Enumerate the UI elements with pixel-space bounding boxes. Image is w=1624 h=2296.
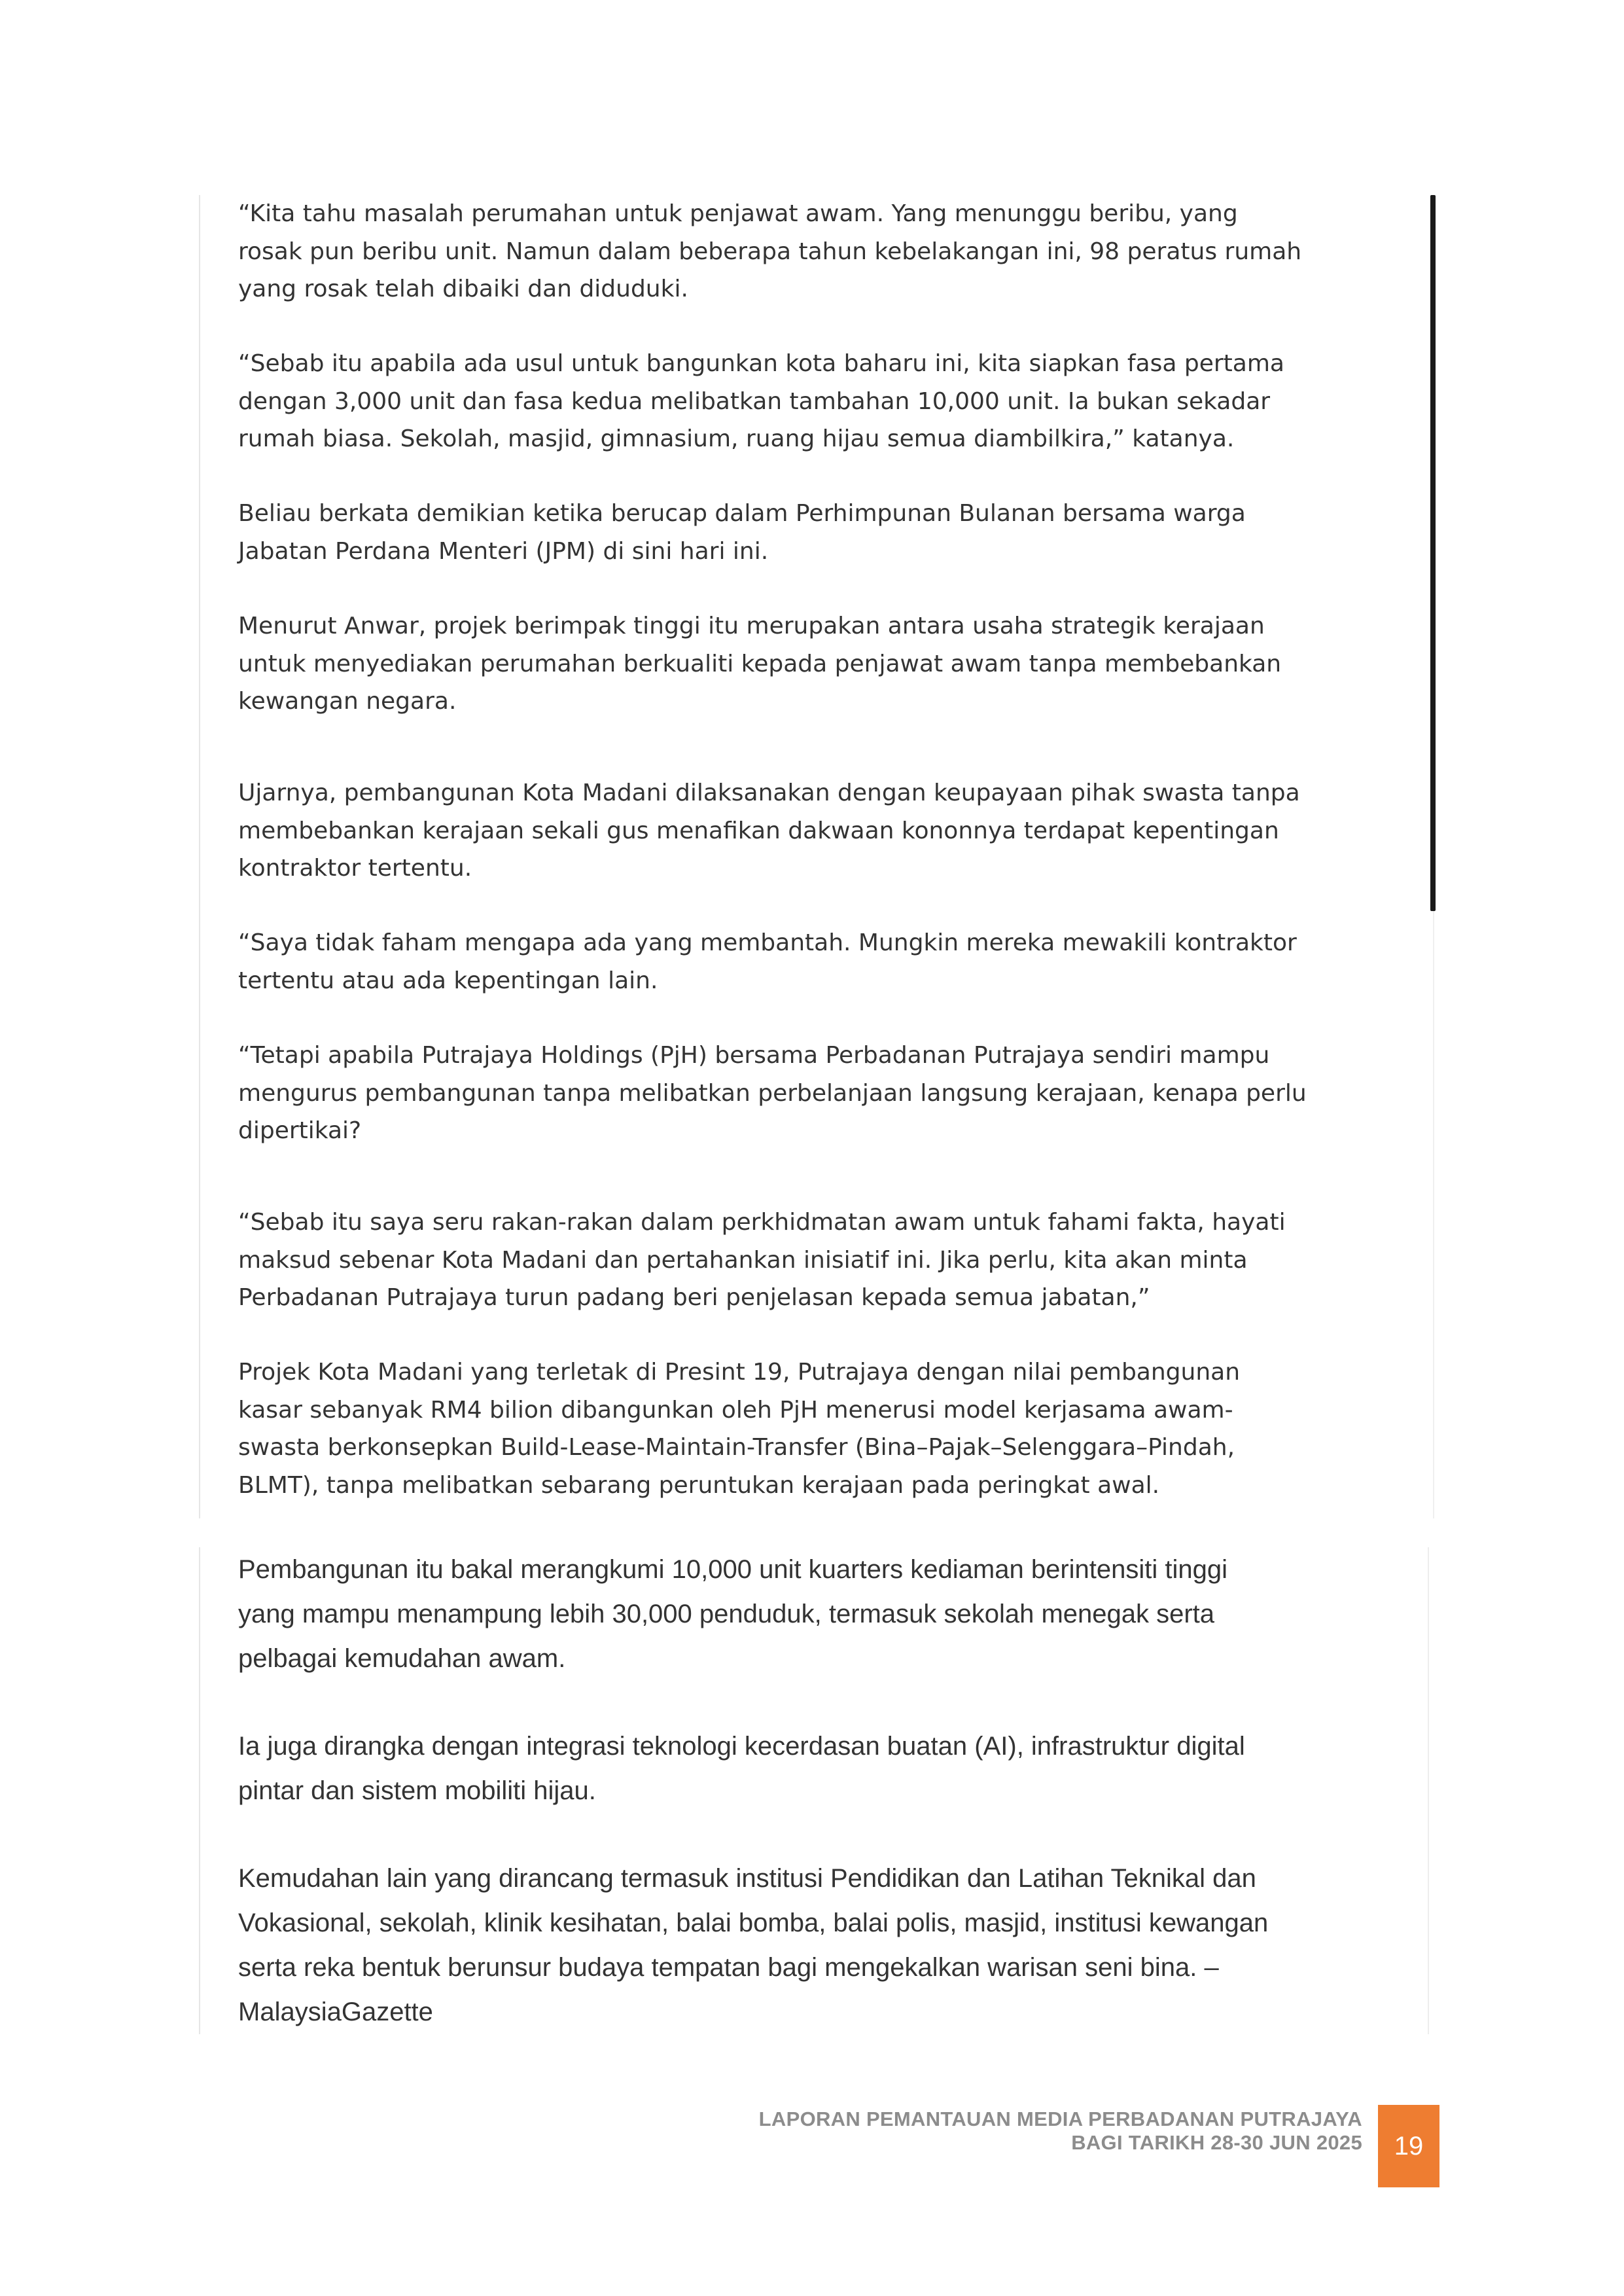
paragraph: Ia juga dirangka dengan integrasi teknologi kecerdasan buatan (AI), infrastruktur digital pintar dan sistem mobiliti hijau.	[238, 1732, 1245, 1805]
paragraph: Ujarnya, pembangunan Kota Madani dilaksanakan dengan keupayaan pihak swasta tanpa membebankan kerajaan sekali gus menafikan dakwaan kononnya terdapat kepentingan kontraktor tertentu.	[238, 780, 1300, 882]
paragraph: “Kita tahu masalah perumahan untuk penjawat awam. Yang menunggu beribu, yang rosak pun beribu unit. Namun dalam beberapa tahun kebelakangan ini, 98 peratus rumah yang rosak telah dibaiki dan diduduki.	[238, 200, 1302, 302]
article-clip-top	[199, 195, 1436, 1518]
paragraph: Menurut Anwar, projek berimpak tinggi itu merupakan antara usaha strategik kerajaan untuk menyediakan perumahan berkualiti kepada penjawat awam tanpa membebankan kewangan negara.	[238, 613, 1282, 715]
report-footer	[759, 2108, 1362, 2155]
page-number-badge	[1378, 2105, 1439, 2187]
paragraph: Kemudahan lain yang dirancang termasuk institusi Pendidikan dan Latihan Teknikal dan Vokasional, sekolah, klinik kesihatan, balai bomba, balai polis, masjid, institusi kewangan serta reka bentuk berunsur budaya tempatan bagi mengekalkan warisan seni bina. – MalaysiaGazette	[238, 1864, 1269, 2026]
paragraph: Pembangunan itu bakal merangkumi 10,000 unit kuarters kediaman berintensiti tinggi yang mampu menampung lebih 30,000 penduduk, termasuk sekolah menegak serta pelbagai kemudahan awam.	[238, 1555, 1228, 1673]
paragraph: Beliau berkata demikian ketika berucap dalam Perhimpunan Bulanan bersama warga Jabatan Perdana Menteri (JPM) di sini hari ini.	[238, 500, 1246, 565]
scrollbar-track[interactable]	[1433, 911, 1434, 1518]
paragraph: “Saya tidak faham mengapa ada yang membantah. Mungkin mereka mewakili kontraktor tertentu atau ada kepentingan lain.	[238, 929, 1297, 994]
page-number: 19	[1394, 2131, 1424, 2161]
paragraph: “Sebab itu saya seru rakan-rakan dalam perkhidmatan awam untuk fahami fakta, hayati maksud sebenar Kota Madani dan pertahankan inisiatif ini. Jika perlu, kita akan minta Perbadanan Putrajaya turun padang beri penjelasan kepada semua jabatan,”	[238, 1209, 1286, 1311]
scrollbar-thumb[interactable]	[1430, 195, 1436, 911]
article-clip-bottom	[199, 1547, 1429, 2034]
paragraph: “Tetapi apabila Putrajaya Holdings (PjH) bersama Perbadanan Putrajaya sendiri mampu mengurus pembangunan tanpa melibatkan perbelanjaan langsung kerajaan, kenapa perlu dipertikai?	[238, 1042, 1307, 1144]
paragraph: Projek Kota Madani yang terletak di Presint 19, Putrajaya dengan nilai pembangunan kasar sebanyak RM4 bilion dibangunkan oleh PjH menerusi model kerjasama awam- swasta berkonsepkan Build-Lease-Maintain-Transfer (Bina–Pajak–Selenggara–Pindah, BLMT), tanpa melibatkan sebarang peruntukan kerajaan pada peringkat awal.	[238, 1359, 1241, 1499]
footer-date: BAGI TARIKH 28-30 JUN 2025	[1071, 2131, 1362, 2154]
paragraph: “Sebab itu apabila ada usul untuk bangunkan kota baharu ini, kita siapkan fasa pertama dengan 3,000 unit dan fasa kedua melibatkan tambahan 10,000 unit. Ia bukan sekadar rumah biasa. Sekolah, masjid, gimnasium, ruang hijau semua diambilkira,” katanya.	[238, 350, 1284, 452]
footer-title: LAPORAN PEMANTAUAN MEDIA PERBADANAN PUTRAJAYA	[758, 2108, 1362, 2130]
